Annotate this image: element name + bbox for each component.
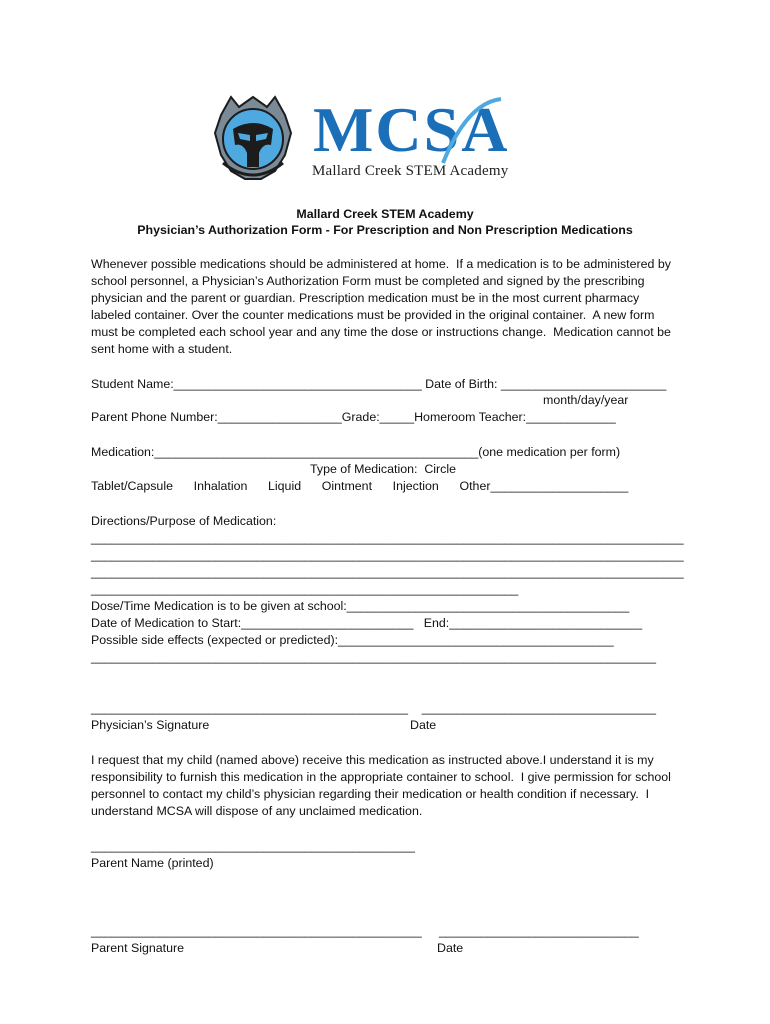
parent-name-line[interactable]: _______________________________________________ (91, 839, 415, 853)
parent-date-label: Date (437, 941, 464, 955)
directions-line[interactable]: ______________________________________________________________________________________ (91, 565, 684, 579)
start-end-date-field[interactable]: Date of Medication to Start:_________________________ End:____________________________ (91, 616, 643, 630)
physician-signature-label: Physician’s Signature (91, 718, 210, 732)
intro-line: labeled container. Over the counter medications must be provided in the original container. A new form (91, 308, 655, 322)
physician-date-label: Date (410, 718, 437, 732)
helmet-icon (215, 97, 291, 179)
consent-line: understand MCSA will dispose of any unclaimed medication. (91, 804, 423, 818)
dob-format-hint: month/day/year (543, 393, 629, 407)
dose-time-field[interactable]: Dose/Time Medication is to be given at school:_________________________________________ (91, 599, 630, 613)
parent-signature-label: Parent Signature (91, 941, 184, 955)
intro-line: physician and the parent or guardian. Prescription medication must be in the most current pharmacy (91, 291, 640, 305)
side-effects-line[interactable]: __________________________________________________________________________________ (91, 650, 657, 664)
student-name-field[interactable]: Student Name:____________________________________ Date of Birth: ________________________ (91, 377, 667, 391)
consent-line: I request that my child (named above) receive this medication as instructed above.I understand it is my (91, 753, 654, 767)
parent-name-label: Parent Name (printed) (91, 856, 214, 870)
consent-line: personnel to contact my child’s physician regarding their medication or health condition if necessary. I (91, 787, 650, 801)
directions-line[interactable]: ______________________________________________________________ (91, 582, 519, 596)
directions-line[interactable]: ______________________________________________________________________________________ (91, 531, 684, 545)
school-name: Mallard Creek STEM Academy (296, 207, 474, 221)
directions-line[interactable]: ______________________________________________________________________________________ (91, 548, 684, 562)
logo-acronym: MCSA (313, 94, 510, 165)
medication-type-options[interactable]: Tablet/Capsule Inhalation Liquid Ointment Injection Other____________________ (91, 479, 629, 493)
intro-line: must be completed each school year and any time the dose or instructions change. Medication cannot be (91, 325, 671, 339)
logo-tagline: Mallard Creek STEM Academy (312, 163, 509, 179)
medication-field[interactable]: Medication:_______________________________________________(one medication per form) (91, 445, 621, 459)
physician-signature-line[interactable]: ______________________________________________ __________________________________ (91, 701, 657, 715)
directions-label: Directions/Purpose of Medication: (91, 514, 277, 528)
medication-type-label: Type of Medication: Circle (310, 462, 456, 476)
parent-signature-line[interactable]: ________________________________________________ _____________________________ (91, 924, 639, 938)
parent-phone-field[interactable]: Parent Phone Number:__________________Grade:_____Homeroom Teacher:_____________ (91, 410, 616, 424)
consent-line: responsibility to furnish this medication in the appropriate container to school. I give permission for school (91, 770, 671, 784)
intro-line: school personnel, a Physician’s Authorization Form must be completed and signed by the prescribing (91, 274, 645, 288)
intro-line: Whenever possible medications should be administered at home. If a medication is to be administered by (91, 257, 671, 271)
intro-line: sent home with a student. (91, 342, 233, 356)
form-title: Physician’s Authorization Form - For Prescription and Non Prescription Medications (137, 223, 633, 237)
side-effects-field[interactable]: Possible side effects (expected or predicted):________________________________________ (91, 633, 614, 647)
